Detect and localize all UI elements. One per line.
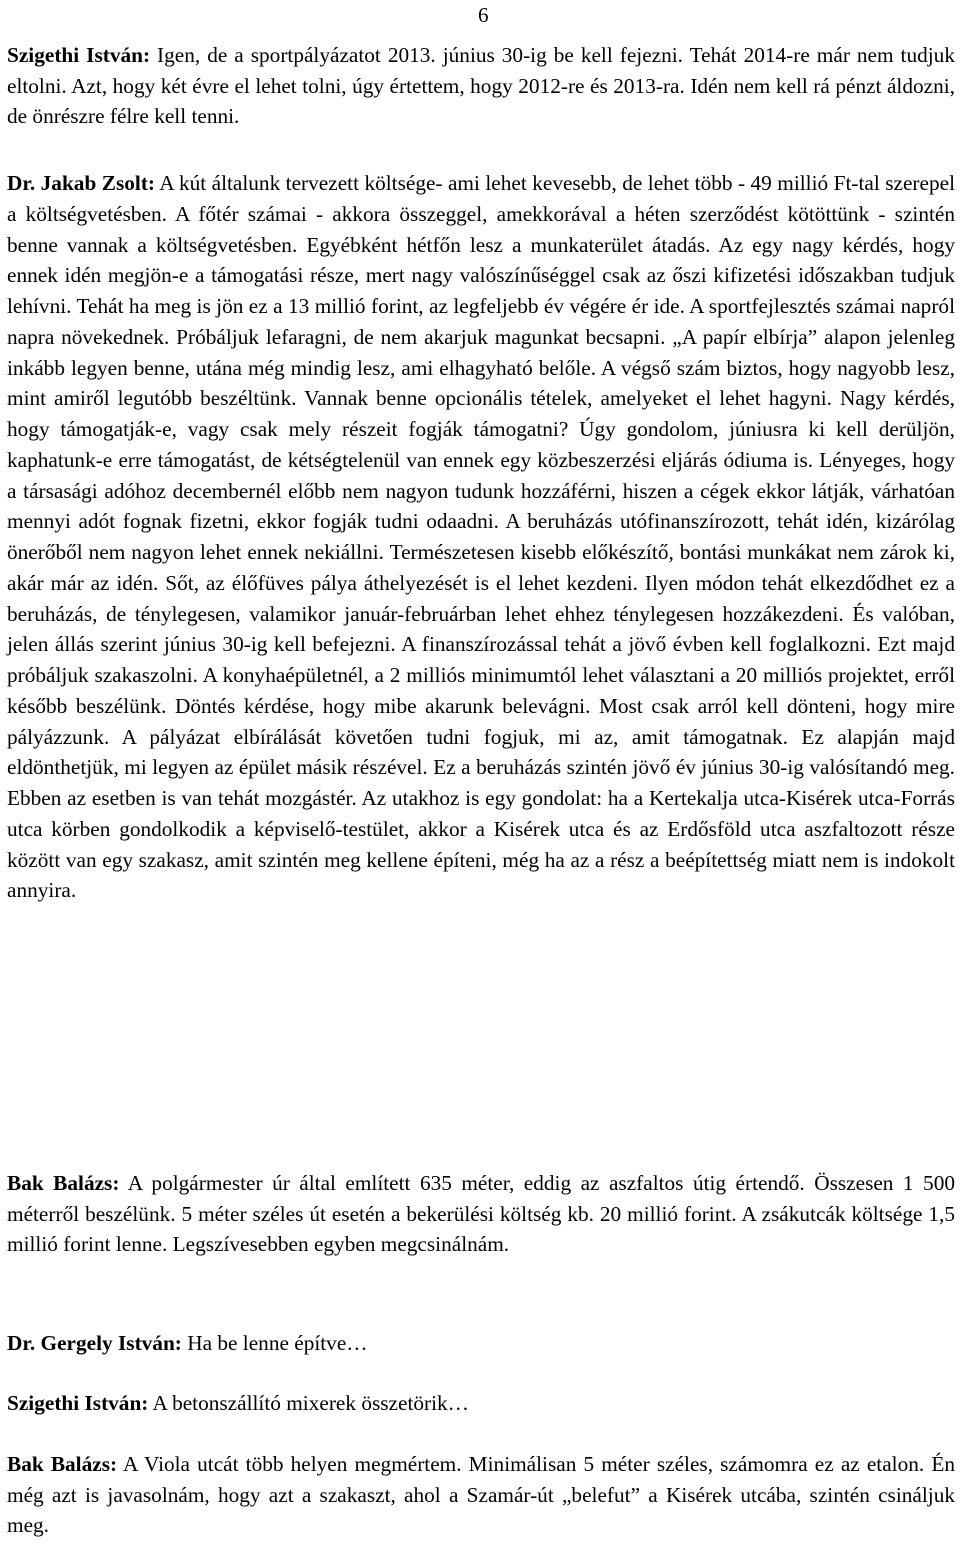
speaker-name: Dr. Gergely István: <box>7 1331 182 1355</box>
paragraph-text: Igen, de a sportpályázatot 2013. június 30-ig be kell fejezni. Tehát 2014-re már nem tudjuk eltolni. Azt, hogy két évre el lehet tolni, úgy értettem, hogy 2012-re és 2013-ra. Idén nem kell rá pénzt áldozni, de önrészre félre kell tenni. <box>7 43 955 129</box>
page-number: 6 <box>478 3 489 27</box>
paragraph-text: A kút általunk tervezett költsége- ami lehet kevesebb, de lehet több - 49 millió Ft-tal szerepel a költségvetésben. A főtér számai - akkora összeggel, amekkorával a héten szerződést kötöttünk - szintén benne vannak a költségvetésben. Egyébként hétfőn lesz a munkaterület átadás. Az egy nagy kérdés, hogy ennek idén megjön-e a támogatási része, mert nagy valószínűséggel csak az őszi kifizetési időszakban tudjuk lehívni. Tehát ha meg is jön ez a 13 millió forint, az legfeljebb év végére ér ide. A sportfejlesztés számai napról napra növekednek. Próbáljuk lefaragni, de nem akarjuk magunkat becsapni. „A papír elbírja” alapon jelenleg inkább legyen benne, utána még mindig lesz, ami elhagyható belőle. A végső szám biztos, hogy nagyobb lesz, mint amiről legutóbb beszéltünk. Vannak benne opcionális tételek, amelyeket el lehet hagyni. Nagy kérdés, hogy támogatják-e, vagy csak mely részeit fogják támogatni? Úgy gondolom, júniusra ki kell derüljön, kaphatunk-e erre támogatást, de kétségtelenül van ennek egy közbeszerzési eljárás ódiuma is. Lényeges, hogy a társasági adóhoz decembernél előbb nem nagyon tudunk hozzáférni, hiszen a cégek ekkor látják, várhatóan mennyi adót fognak fizetni, ekkor fogják tudni odaadni. A beruházás utófinanszírozott, tehát idén, kizárólag önerőből nem nagyon lehet ennek nekiállni. Természetesen kisebb előkészítő, bontási munkákat nem zárok ki, akár már az idén. Sőt, az élőfüves pálya áthelyezését is el lehet kezdeni. Ilyen módon tehát elkezdődhet ez a beruházás, de ténylegesen, valamikor január-februárban lehet ehhez ténylegesen hozzákezdeni. És valóban, jelen állás szerint június 30-ig kell befejezni. A finanszírozással tehát a jövő évben kell foglalkozni. Ezt majd próbáljuk szakaszolni. A konyhaépületnél, a 2 milliós minimumtól lehet választani a 20 milliós projektet, erről később beszélünk. Döntés kérdése, hogy mibe akarunk belevágni. Most csak arról kell dönteni, hogy mire pályázzunk. A pályázat elbírálását követően tudni fogjuk, mi az, amit támogatnak. Ez alapján majd eldönthetjük, mi legyen az épület másik részével. Ez a beruházás szintén jövő év június 30-ig valósítandó meg. Ebben az esetben is van tehát mozgástér. Az utakhoz is egy gondolat: ha a Kertekalja utca-Kisérek utca-Forrás utca körben gondolkodik a képviselő-testület, akkor a Kisérek utca és az Erdősföld utca aszfaltozott része között van egy szakasz, amit szintén meg kellene építeni, még ha az a rész a beépítettség miatt nem is indokolt annyira. <box>7 171 955 903</box>
paragraph-szigethi-2 <box>7 1388 955 1419</box>
speaker-name: Szigethi István: <box>7 43 151 67</box>
paragraph-text: A polgármester úr által említett 635 méter, eddig az aszfaltos útig értendő. Összesen 1 500 méterről beszélünk. 5 méter széles út esetén a bekerülési költség kb. 20 millió forint. A zsákutcák költsége 1,5 millió forint lenne. Legszívesebben egyben megcsinálnám. <box>7 1171 955 1257</box>
paragraph-bak-1 <box>7 1168 955 1260</box>
paragraph-gergely <box>7 1328 955 1359</box>
speaker-name: Bak Balázs: <box>7 1171 120 1195</box>
speaker-name: Bak Balázs: <box>7 1452 118 1476</box>
paragraph-szigethi-1 <box>7 40 955 132</box>
paragraph-jakab <box>7 168 955 906</box>
paragraph-text: A betonszállító mixerek összetörik… <box>148 1391 469 1415</box>
speaker-name: Szigethi István: <box>7 1391 149 1415</box>
paragraph-bak-2 <box>7 1449 955 1541</box>
speaker-name: Dr. Jakab Zsolt: <box>7 171 155 195</box>
paragraph-text: Ha be lenne építve… <box>181 1331 368 1355</box>
paragraph-text: A Viola utcát több helyen megmértem. Minimálisan 5 méter széles, számomra ez az etalon. Én még azt is javasolnám, hogy azt a szakaszt, ahol a Szamár-út „belefut” a Kisérek utcába, szintén csináljuk meg. <box>7 1452 955 1538</box>
